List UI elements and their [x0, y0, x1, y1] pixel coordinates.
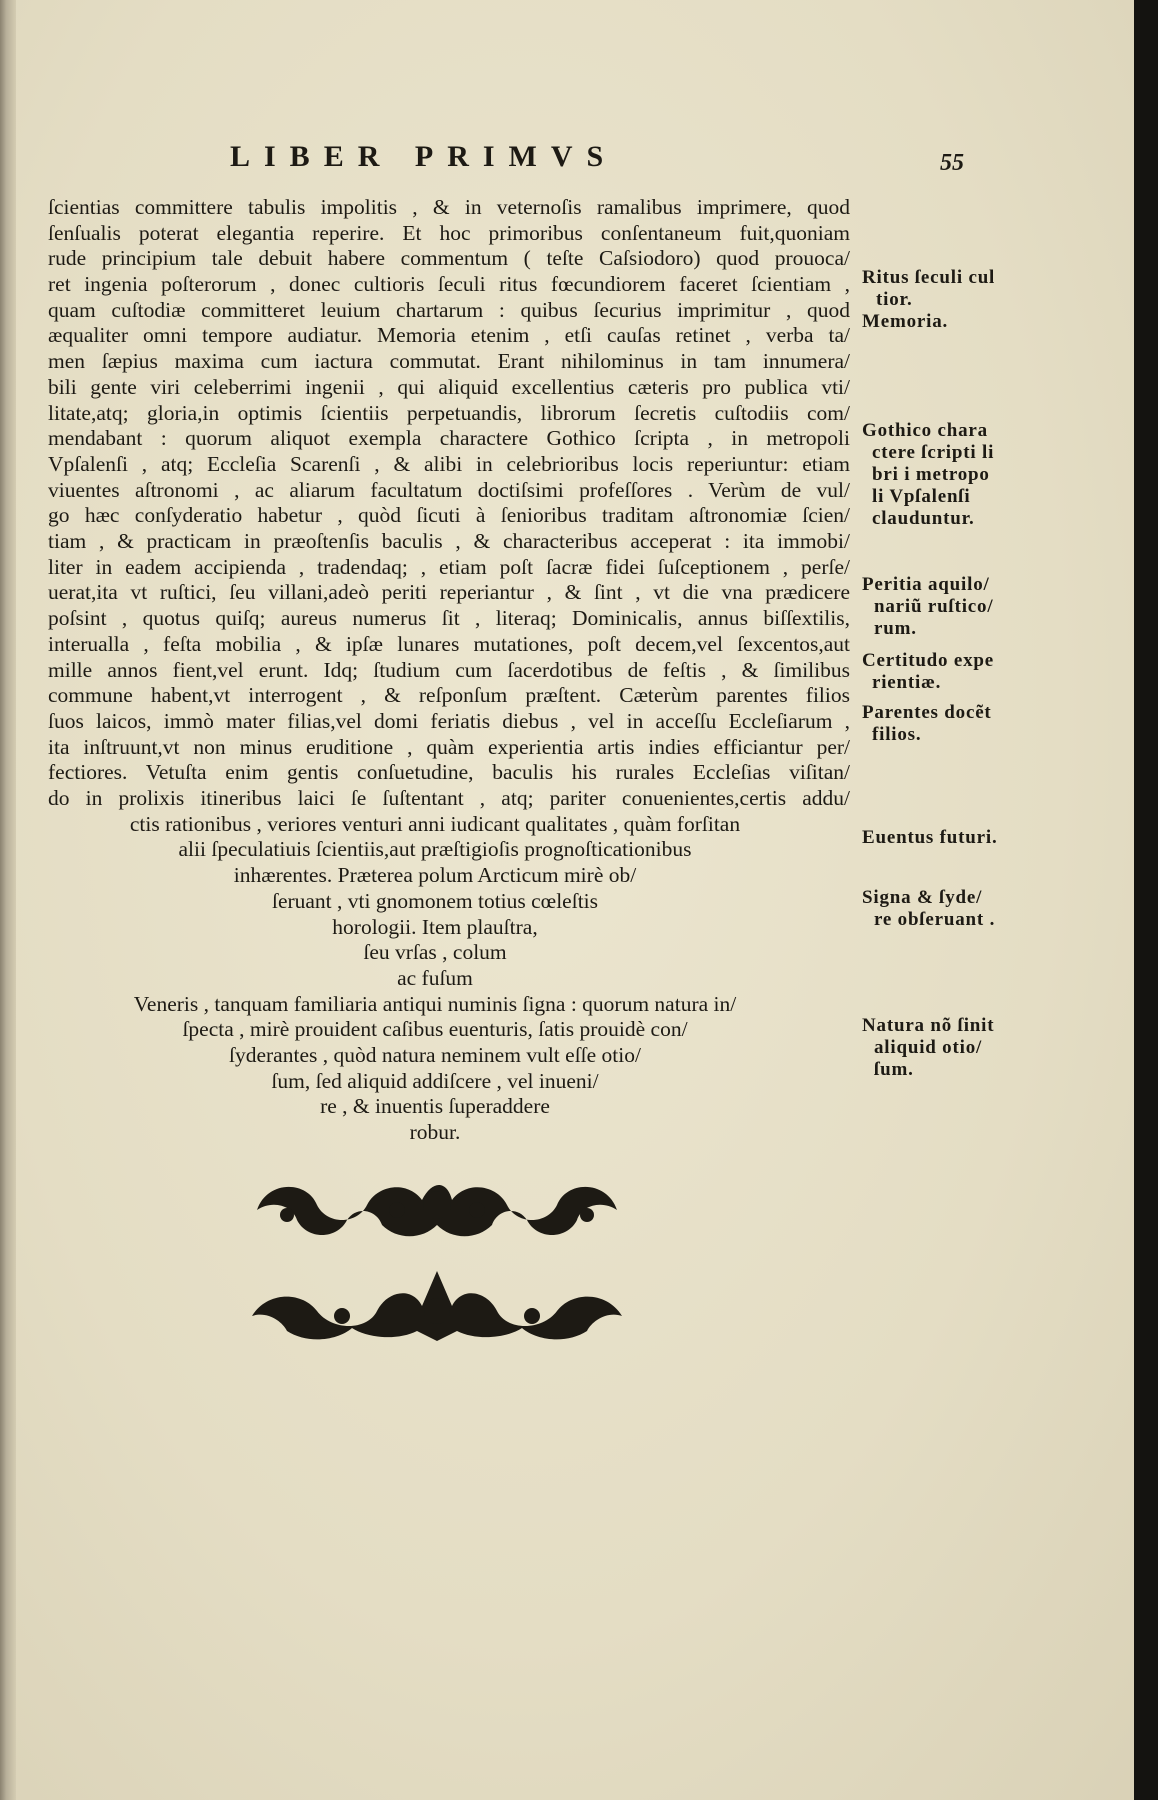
- text-line: interualla , feſta mobilia , & ipſæ lunares mutationes, poſt decem,vel ſexcentos,aut: [48, 632, 850, 656]
- text-line: litate,atq; gloria,in optimis ſcientiis perpetuandis, librorum ſecretis cuſtodiis com/: [48, 401, 850, 425]
- text-line: uerat,ita vt ruſtici, ſeu villani,adeò periti reperiantur , & ſint , vt die vna prædicere: [48, 580, 850, 604]
- text-line: mendabant : quorum aliquot exempla charactere Gothico ſcripta , in metropoli: [48, 426, 850, 450]
- text-line: ctis rationibus , veriores venturi anni iudicant qualitates , quàm forſitan: [129, 812, 741, 836]
- note-line: ſum.: [874, 1059, 914, 1080]
- note-line: Parentes docẽt: [862, 702, 992, 723]
- running-title: LIBER PRIMVS: [230, 140, 618, 173]
- text-line: quam cuſtodiæ committeret leuium chartarum : quibus ſecurius imprimitur , quod: [48, 298, 850, 322]
- text-line: tiam , & practicam in præoſtenſis baculis , & characteribus acceperat : ita immobi/: [48, 529, 850, 553]
- margin-note: [862, 1015, 994, 1081]
- note-line: li Vpſalenſi: [872, 486, 971, 507]
- note-line: bri i metropo: [872, 464, 990, 485]
- note-line: Euentus futuri.: [862, 827, 998, 848]
- margin-note: [862, 574, 993, 640]
- text-line: inhærentes. Præterea polum Arcticum mirè ob/: [233, 863, 637, 887]
- text-line: ſuos laicos, immò mater filias,vel domi feriatis diebus , vel in acceſſu Eccleſiarum ,: [48, 709, 850, 733]
- margin-note: [862, 827, 998, 849]
- margin-note: [862, 267, 995, 333]
- text-line: bili gente viri celeberrimi ingenii , qui aliquid excellentius cæteris pro publica vti/: [48, 375, 850, 399]
- page-number: 55: [940, 150, 964, 176]
- note-line: Signa & ſyde/: [862, 887, 983, 908]
- text-line: viuentes aſtronomi , ac aliarum facultatum doctiſsimi profeſſores . Verùm de vul/: [48, 478, 850, 502]
- margin-note: [862, 420, 994, 530]
- text-line: horologii. Item plauſtra,: [332, 915, 538, 939]
- text-line: go hæc conſyderatio habetur , quòd ſicuti à ſenioribus traditam aſtronomiæ ſcien/: [48, 503, 850, 527]
- note-line: re obſeruant .: [874, 909, 996, 930]
- text-line: Veneris , tanquam familiaria antiqui numinis ſigna : quorum natura in/: [133, 992, 737, 1016]
- note-line: rum.: [874, 618, 917, 639]
- text-line: alii ſpeculatiuis ſcientiis,aut præſtigioſis prognoſticationibus: [178, 837, 692, 861]
- text-line: æqualiter omni tempore audiatur. Memoria etenim , etſi cauſas retinet , verba ta/: [48, 323, 850, 347]
- note-line: Memoria.: [862, 311, 949, 332]
- text-line: Vpſalenſi , atq; Eccleſia Scarenſi , & alibi in celebrioribus locis reperiuntur: etiam: [48, 452, 850, 476]
- note-line: rientiæ.: [872, 672, 942, 693]
- note-line: aliquid otio/: [874, 1037, 983, 1058]
- text-line: fectiores. Vetuſta enim gentis conſuetudine, baculis his rurales Eccleſias viſitan/: [48, 760, 850, 784]
- margin-note: [862, 702, 992, 746]
- text-line: ſenſualis poterat elegantia reperire. Et hoc primoribus conſentaneum fuit,quoniam: [48, 221, 850, 245]
- text-line: robur.: [409, 1120, 461, 1144]
- text-line: men ſæpius maxima cum iactura commutat. Erant nihilominus in tam innumera/: [48, 349, 850, 373]
- text-line: ſpecta , mirè prouident caſibus euenturis, ſatis prouidè con/: [182, 1017, 688, 1041]
- note-line: filios.: [872, 724, 922, 745]
- ornament-top: [247, 1170, 627, 1248]
- text-line: mille annos fient,vel erunt. Idq; ſtudium cum ſacerdotibus de feſtis , & ſimilibus: [48, 658, 850, 682]
- note-line: ctere ſcripti li: [872, 442, 995, 463]
- note-line: Natura nõ ſinit: [862, 1015, 995, 1036]
- note-line: Certitudo expe: [862, 650, 995, 671]
- binding-edge: [0, 0, 16, 1800]
- text-line: ſum, ſed aliquid addiſcere , vel inueni/: [271, 1069, 599, 1093]
- text-line: ſeruant , vti gnomonem totius cœleſtis: [271, 889, 599, 913]
- note-line: tior.: [876, 289, 913, 310]
- text-line: ſcientias committere tabulis impolitis , & in veternoſis ramalibus imprimere, quod: [48, 195, 850, 219]
- margin-note: [862, 887, 995, 931]
- text-line: ac fuſum: [397, 966, 473, 990]
- note-line: clauduntur.: [872, 508, 975, 529]
- scan-border: [1134, 0, 1158, 1800]
- note-line: nariũ ruſtico/: [874, 596, 994, 617]
- margin-note: [862, 650, 994, 694]
- note-line: Peritia aquilo/: [862, 574, 990, 595]
- text-line: ret ingenia poſterorum , donec cultioris ſeculi ritus fœcundiorem faceret ſcientiam ,: [48, 272, 850, 296]
- text-line: ita inſtruunt,vt non minus eruditione , quàm experientia artis indies efficiantur per/: [48, 735, 850, 759]
- note-line: Gothico chara: [862, 420, 988, 441]
- text-line: ſeu vrſas , colum: [363, 940, 507, 964]
- text-line: do in prolixis itineribus laici ſe ſuſtentant , atq; pariter conuenientes,certis addu/: [48, 786, 850, 810]
- note-line: Ritus ſeculi cul: [862, 267, 996, 288]
- text-line: commune habent,vt interrogent , & reſponſum præſtent. Cæterùm parentes filios: [48, 683, 850, 707]
- text-line: poſsint , quotus quiſq; aureus numerus ſit , literaq; Dominicalis, annus biſſextilis,: [48, 606, 850, 630]
- text-line: ſyderantes , quòd natura neminem vult eſſe otio/: [229, 1043, 641, 1067]
- text-line: rude principium tale debuit habere commentum ( teſte Caſsiodoro) quod prouoca/: [48, 246, 850, 270]
- ornament-bottom: [247, 1266, 627, 1344]
- text-line: re , & inuentis ſuperaddere: [320, 1094, 550, 1118]
- text-line: liter in eadem accipienda , tradendaq; , etiam poſt ſacræ fidei ſuſceptionem , perſe/: [48, 555, 850, 579]
